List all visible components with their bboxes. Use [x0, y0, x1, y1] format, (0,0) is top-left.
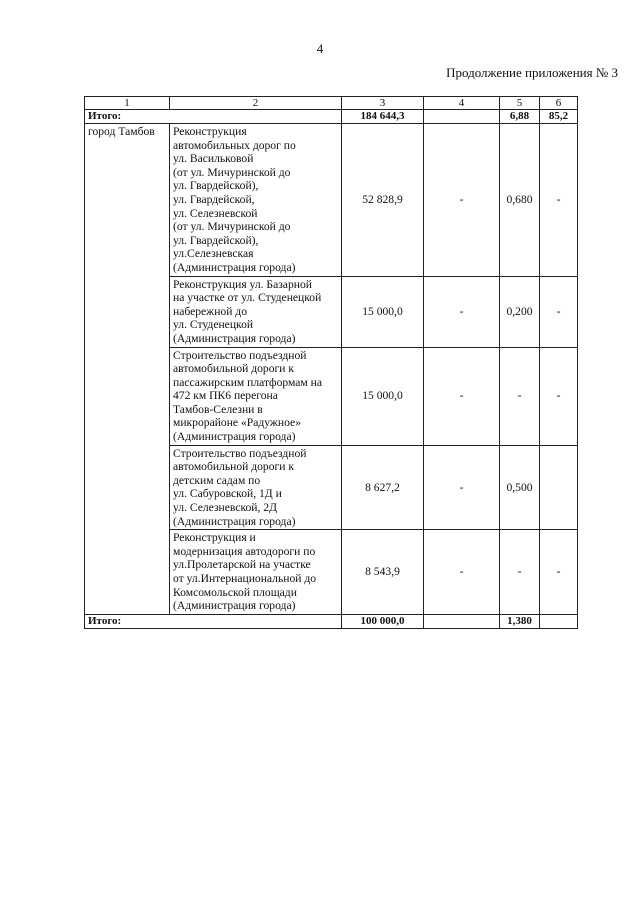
col4-cell: - — [424, 530, 500, 615]
col6-cell: - — [540, 347, 578, 445]
length-cell: 0,200 — [500, 276, 540, 347]
top-total-row — [85, 110, 578, 124]
amount-cell: 15 000,0 — [342, 347, 424, 445]
total-col6 — [540, 614, 578, 628]
col6-cell: - — [540, 530, 578, 615]
project-description: Реконструкция автомобильных дорог по ул. Васильковой (от ул. Мичуринской до ул. Гвардейской), ул. Гвардейской, ул. Селезневской (от ул. Мичуринской до ул. Гвардейской), ул.Селезневская (Администрация города) — [170, 124, 342, 277]
column-header: 5 — [500, 97, 540, 110]
amount-cell: 8 543,9 — [342, 530, 424, 615]
total-col5: 6,88 — [500, 110, 540, 124]
data-table — [84, 96, 578, 629]
amount-cell: 8 627,2 — [342, 445, 424, 530]
length-cell: 0,500 — [500, 445, 540, 530]
total-col4 — [424, 614, 500, 628]
project-description: Строительство подъездной автомобильной дороги к детским садам по ул. Сабуровской, 1Д и ул. Селезневской, 2Д (Администрация города) — [170, 445, 342, 530]
length-cell: - — [500, 530, 540, 615]
project-description: Строительство подъездной автомобильной дороги к пассажирским платформам на 472 км ПК6 перегона Тамбов-Селезни в микрорайоне «Радужное» (Администрация города) — [170, 347, 342, 445]
bottom-total-row — [85, 614, 578, 628]
amount-cell: 15 000,0 — [342, 276, 424, 347]
col4-cell: - — [424, 347, 500, 445]
col6-cell: - — [540, 124, 578, 277]
amount-cell: 52 828,9 — [342, 124, 424, 277]
total-col3: 184 644,3 — [342, 110, 424, 124]
column-header: 4 — [424, 97, 500, 110]
project-description: Реконструкция и модернизация автодороги по ул.Пролетарской на участке от ул.Интернациональной до Комсомольской площади (Администрация города) — [170, 530, 342, 615]
col6-cell — [540, 445, 578, 530]
column-header: 1 — [85, 97, 170, 110]
length-cell: 0,680 — [500, 124, 540, 277]
city-cell: город Тамбов — [85, 124, 170, 615]
appendix-caption: Продолжение приложения № 3 — [446, 65, 618, 80]
length-cell: - — [500, 347, 540, 445]
total-label: Итого: — [85, 614, 342, 628]
col4-cell: - — [424, 124, 500, 277]
column-header: 6 — [540, 97, 578, 110]
project-description: Реконструкция ул. Базарной на участке от ул. Студенецкой набережной до ул. Студенецкой (Администрация города) — [170, 276, 342, 347]
header-row — [85, 97, 578, 110]
total-col5: 1,380 — [500, 614, 540, 628]
column-header: 2 — [170, 97, 342, 110]
col4-cell: - — [424, 276, 500, 347]
column-header: 3 — [342, 97, 424, 110]
total-col6: 85,2 — [540, 110, 578, 124]
total-col3: 100 000,0 — [342, 614, 424, 628]
table-row — [85, 124, 578, 277]
page-number: 4 — [316, 41, 324, 56]
total-label: Итого: — [85, 110, 342, 124]
col4-cell: - — [424, 445, 500, 530]
total-col4 — [424, 110, 500, 124]
col6-cell: - — [540, 276, 578, 347]
